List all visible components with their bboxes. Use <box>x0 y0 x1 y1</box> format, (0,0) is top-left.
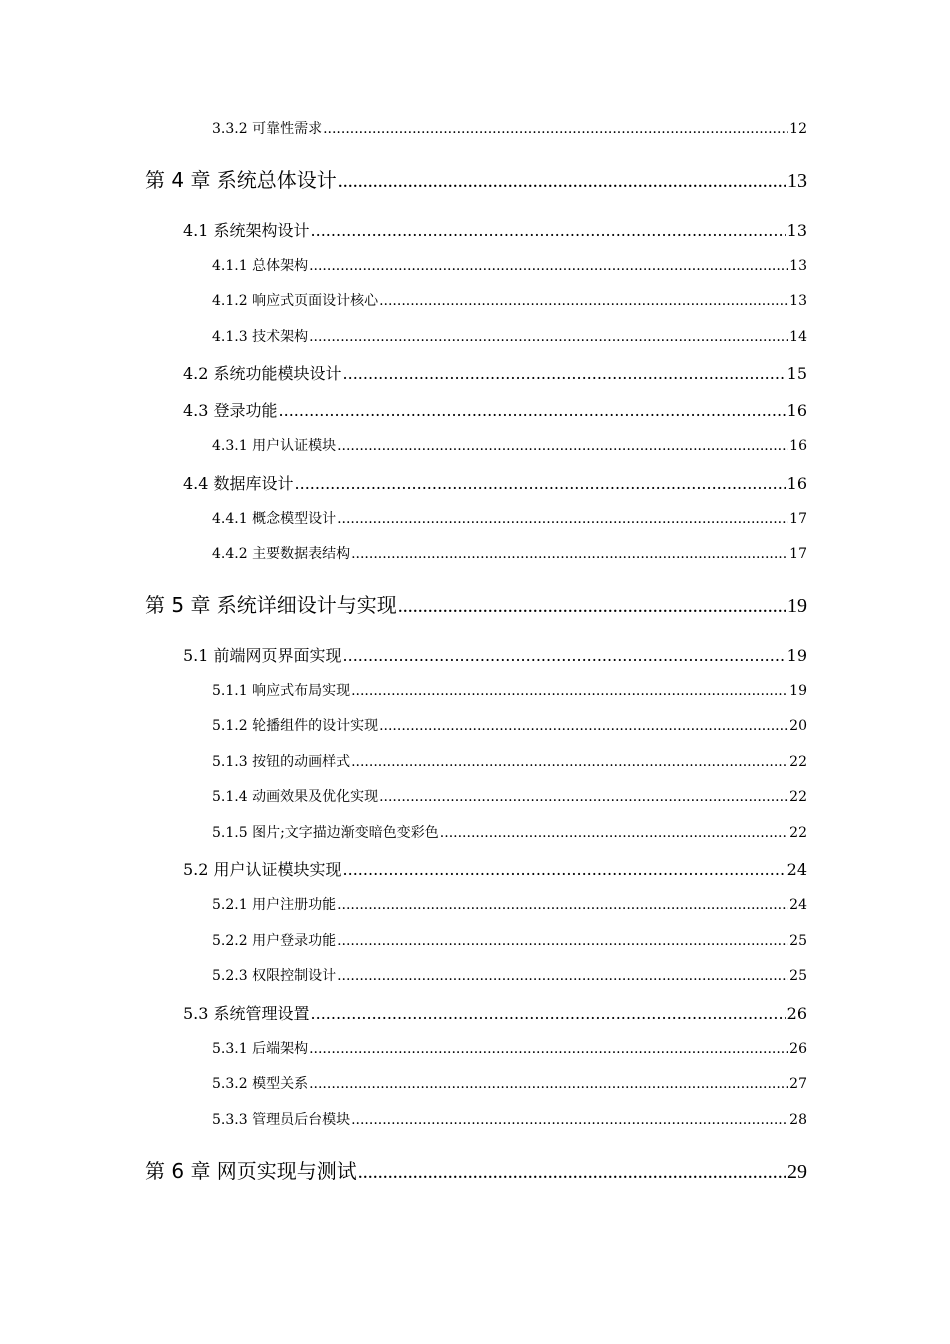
toc-entry-5-1-4: 5.1.4 动画效果及优化实现 ..... 22 <box>212 786 807 806</box>
toc-entry-5-2-2: 5.2.2 用户登录功能 ..... 25 <box>212 930 807 950</box>
toc-entry-4-3: 4.3 登录功能 ..... 16 <box>183 398 807 421</box>
toc-entry-5-3-3: 5.3.3 管理员后台模块 ..... 28 <box>212 1109 807 1129</box>
toc-entry-4-2: 4.2 系统功能模块设计 ..... 15 <box>183 361 807 384</box>
toc-entry-5-2-1: 5.2.1 用户注册功能 ..... 24 <box>212 894 807 914</box>
toc-entry-5-2: 5.2 用户认证模块实现 ..... 24 <box>183 857 807 880</box>
toc-entry-4-1: 4.1 系统架构设计 ..... 13 <box>183 218 807 241</box>
toc-entry-5-1-5: 5.1.5 图片;文字描边渐变暗色变彩色 ..... 22 <box>212 822 807 842</box>
toc-entry-4-1-3: 4.1.3 技术架构 ..... 14 <box>212 326 807 346</box>
toc-entry-4-3-1: 4.3.1 用户认证模块 ..... 16 <box>212 435 807 455</box>
toc-entry-5-2-3: 5.2.3 权限控制设计 ..... 25 <box>212 965 807 985</box>
toc-entry-chapter-6: 第 6 章 网页实现与测试 ..... 29 <box>145 1155 807 1184</box>
toc-entry-3-3-2: 3.3.2 可靠性需求 ..... 12 <box>212 118 807 138</box>
toc-entry-4-1-1: 4.1.1 总体架构 ..... 13 <box>212 255 807 275</box>
toc-entry-5-3-1: 5.3.1 后端架构 ..... 26 <box>212 1038 807 1058</box>
toc-entry-chapter-4: 第 4 章 系统总体设计 ..... 13 <box>145 164 807 193</box>
toc-entry-5-3-2: 5.3.2 模型关系 ..... 27 <box>212 1073 807 1093</box>
toc-entry-5-1-3: 5.1.3 按钮的动画样式 ..... 22 <box>212 751 807 771</box>
toc-entry-4-4: 4.4 数据库设计 ..... 16 <box>183 471 807 494</box>
toc-entry-5-1-2: 5.1.2 轮播组件的设计实现 ..... 20 <box>212 715 807 735</box>
toc-entry-4-1-2: 4.1.2 响应式页面设计核心 ..... 13 <box>212 290 807 310</box>
toc-entry-5-1-1: 5.1.1 响应式布局实现 ..... 19 <box>212 680 807 700</box>
toc-entry-chapter-5: 第 5 章 系统详细设计与实现 ..... 19 <box>145 589 807 618</box>
toc-entry-5-1: 5.1 前端网页界面实现 ..... 19 <box>183 643 807 666</box>
toc-entry-4-4-2: 4.4.2 主要数据表结构 ..... 17 <box>212 543 807 563</box>
toc-entry-5-3: 5.3 系统管理设置 ..... 26 <box>183 1001 807 1024</box>
toc-entry-4-4-1: 4.4.1 概念模型设计 ..... 17 <box>212 508 807 528</box>
